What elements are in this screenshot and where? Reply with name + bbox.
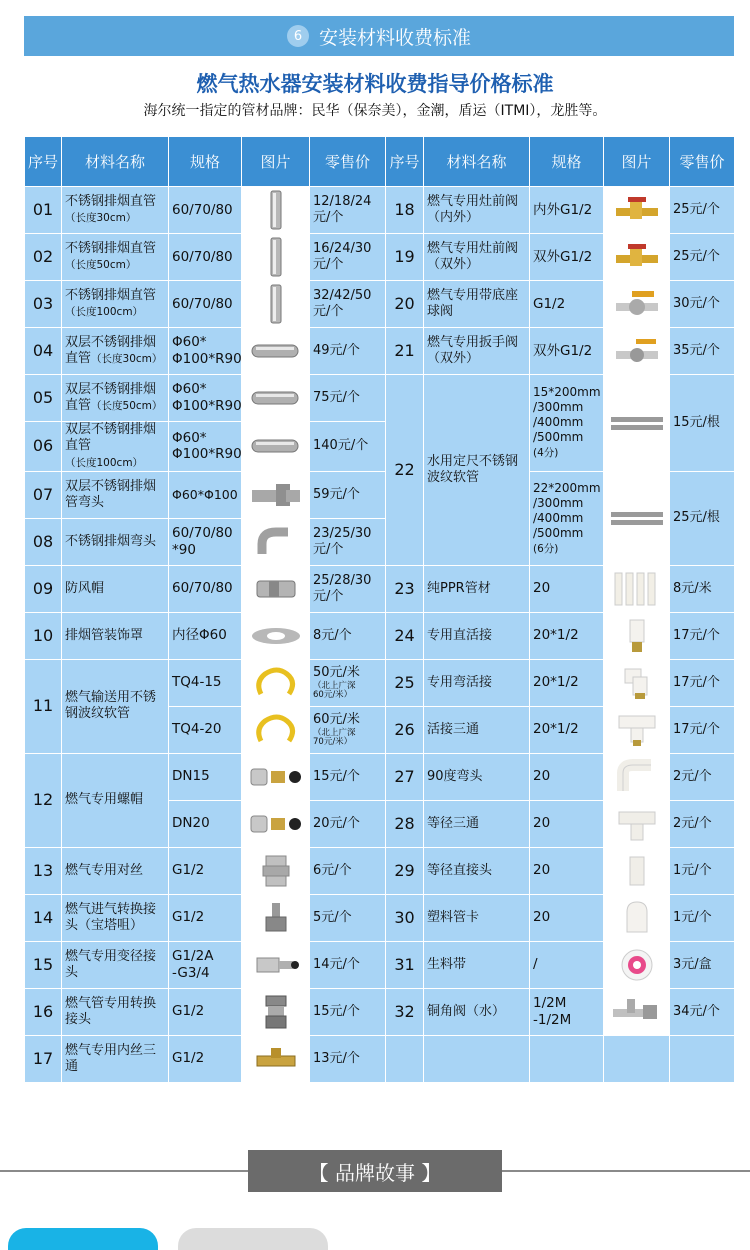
item-no: 20 (386, 281, 424, 328)
item-no: 26 (386, 706, 424, 753)
gas-hose-icon (242, 706, 310, 753)
item-price: 3元/盒 (670, 941, 735, 988)
item-price: 1元/个 (670, 847, 735, 894)
corrugated-hose-icon (604, 375, 670, 472)
item-name: 燃气专用变径接头 (62, 941, 169, 988)
header-no: 序号 (386, 137, 424, 187)
item-spec: 20 (530, 894, 604, 941)
item-price: 15元/根 (670, 375, 735, 472)
item-name: 水用定尺不锈钢波纹软管 (424, 375, 530, 566)
item-spec: Φ60* Φ100*R90 (169, 422, 242, 472)
empty-cell (530, 1035, 604, 1082)
union-tee-icon (604, 706, 670, 753)
item-spec: G1/2 (530, 281, 604, 328)
item-no: 10 (25, 612, 62, 659)
corrugated-hose-icon (604, 471, 670, 565)
table-row (25, 847, 735, 894)
header-spec: 规格 (530, 137, 604, 187)
steel-pipe-icon (242, 234, 310, 281)
item-no: 32 (386, 988, 424, 1035)
table-row (25, 941, 735, 988)
item-no: 06 (25, 422, 62, 472)
double-pipe-icon (242, 328, 310, 375)
item-spec: Φ60* Φ100*R90 (169, 328, 242, 375)
table-row (25, 988, 735, 1035)
item-price: 8元/米 (670, 565, 735, 612)
nut-set-icon (242, 800, 310, 847)
item-no: 15 (25, 941, 62, 988)
brand-note: 海尔统一指定的管材品牌：民华（保奈美），金潮，盾运（ITMI），龙胜等。 (143, 103, 607, 119)
empty-cell (386, 1035, 424, 1082)
item-no: 16 (25, 988, 62, 1035)
double-pipe-icon (242, 422, 310, 472)
hose-barb-icon (242, 894, 310, 941)
item-name: 防风帽 (62, 565, 169, 612)
table-header-row (25, 137, 735, 187)
item-price: 25元/个 (670, 187, 735, 234)
ball-valve-icon (604, 281, 670, 328)
item-name: 专用直活接 (424, 612, 530, 659)
item-spec: 20 (530, 753, 604, 800)
item-price: 16/24/30元/个 (310, 234, 386, 281)
item-price: 8元/个 (310, 612, 386, 659)
item-spec: Φ60*Φ100 (169, 471, 242, 518)
item-price: 30元/个 (670, 281, 735, 328)
item-price: 1元/个 (670, 894, 735, 941)
item-no: 31 (386, 941, 424, 988)
item-no: 25 (386, 659, 424, 706)
steel-pipe-icon (242, 281, 310, 328)
item-name: 纯PPR管材 (424, 565, 530, 612)
item-no: 07 (25, 471, 62, 518)
item-no: 14 (25, 894, 62, 941)
item-spec: 双外G1/2 (530, 328, 604, 375)
item-price: 25/28/30元/个 (310, 565, 386, 612)
empty-cell (424, 1035, 530, 1082)
item-name: 塑料管卡 (424, 894, 530, 941)
table-row (25, 1035, 735, 1082)
item-price: 12/18/24元/个 (310, 187, 386, 234)
item-price: 6元/个 (310, 847, 386, 894)
item-name: 燃气专用内丝三通 (62, 1035, 169, 1082)
item-spec: 60/70/80 (169, 281, 242, 328)
item-spec: G1/2 (169, 894, 242, 941)
item-no: 03 (25, 281, 62, 328)
item-name: 燃气专用螺帽 (62, 753, 169, 847)
steel-pipe-icon (242, 187, 310, 234)
item-no: 05 (25, 375, 62, 422)
item-price: 17元/个 (670, 612, 735, 659)
price-table (24, 136, 735, 1083)
item-name: 专用弯活接 (424, 659, 530, 706)
table-row (25, 894, 735, 941)
item-name: 燃气进气转换接头（宝塔咀） (62, 894, 169, 941)
item-price: 60元/米 （北上广深 70元/米） (310, 706, 386, 753)
item-name: 双层不锈钢排烟直管（长度30cm） (62, 328, 169, 375)
item-name: 排烟管装饰罩 (62, 612, 169, 659)
item-no: 29 (386, 847, 424, 894)
item-spec: 20 (530, 847, 604, 894)
item-spec: G1/2A -G3/4 (169, 941, 242, 988)
header-no: 序号 (25, 137, 62, 187)
header-price: 零售价 (310, 137, 386, 187)
item-price: 49元/个 (310, 328, 386, 375)
item-price: 15元/个 (310, 988, 386, 1035)
brass-tee-icon (242, 1035, 310, 1082)
table-row (25, 659, 735, 706)
item-spec: 20*1/2 (530, 612, 604, 659)
item-spec: G1/2 (169, 847, 242, 894)
straight-union-icon (604, 612, 670, 659)
item-spec: G1/2 (169, 988, 242, 1035)
double-pipe-icon (242, 375, 310, 422)
item-name: 不锈钢排烟弯头 (62, 518, 169, 565)
item-spec: 内径Φ60 (169, 612, 242, 659)
item-name: 铜角阀（水） (424, 988, 530, 1035)
item-name: 90度弯头 (424, 753, 530, 800)
item-spec: TQ4-20 (169, 706, 242, 753)
item-name: 双层不锈钢排烟直管（长度100cm） (62, 422, 169, 472)
item-no: 22 (386, 375, 424, 566)
item-spec: 60/70/80 (169, 187, 242, 234)
item-price: 5元/个 (310, 894, 386, 941)
item-price: 140元/个 (310, 422, 386, 472)
item-spec: 1/2M -1/2M (530, 988, 604, 1035)
item-name: 燃气专用带底座球阀 (424, 281, 530, 328)
item-name: 燃气管专用转换接头 (62, 988, 169, 1035)
item-price: 20元/个 (310, 800, 386, 847)
item-name: 活接三通 (424, 706, 530, 753)
tee-fitting-icon (604, 800, 670, 847)
item-spec: Φ60* Φ100*R90 (169, 375, 242, 422)
elbow-union-icon (604, 659, 670, 706)
elbow-icon (242, 518, 310, 565)
item-spec: 20 (530, 800, 604, 847)
item-no: 28 (386, 800, 424, 847)
item-name: 不锈钢排烟直管 （长度100cm） (62, 281, 169, 328)
header-price: 零售价 (670, 137, 735, 187)
item-no: 17 (25, 1035, 62, 1082)
item-spec: DN15 (169, 753, 242, 800)
item-spec: 60/70/80 *90 (169, 518, 242, 565)
item-price: 17元/个 (670, 659, 735, 706)
item-no: 30 (386, 894, 424, 941)
item-price: 34元/个 (670, 988, 735, 1035)
item-price: 50元/米 （北上广深 60元/米） (310, 659, 386, 706)
angle-valve-icon (604, 988, 670, 1035)
item-name: 不锈钢排烟直管 （长度30cm） (62, 187, 169, 234)
empty-cell (670, 1035, 735, 1082)
ppr-pipe-icon (604, 565, 670, 612)
item-price: 14元/个 (310, 941, 386, 988)
item-no: 21 (386, 328, 424, 375)
header-spec: 规格 (169, 137, 242, 187)
table-row (25, 234, 735, 281)
adapter-icon (242, 988, 310, 1035)
item-no: 04 (25, 328, 62, 375)
elbow-pipe-icon (242, 471, 310, 518)
header-name: 材料名称 (424, 137, 530, 187)
item-no: 09 (25, 565, 62, 612)
gas-hose-icon (242, 659, 310, 706)
item-name: 燃气专用灶前阀（内外） (424, 187, 530, 234)
brass-valve-icon (604, 187, 670, 234)
item-no: 01 (25, 187, 62, 234)
item-no: 19 (386, 234, 424, 281)
item-price: 2元/个 (670, 800, 735, 847)
brand-story-heading: 【 品牌故事 】 (248, 1150, 502, 1192)
cover-ring-icon (242, 612, 310, 659)
item-price: 75元/个 (310, 375, 386, 422)
item-no: 02 (25, 234, 62, 281)
story-tab-right[interactable] (178, 1228, 328, 1250)
table-row (25, 281, 735, 328)
table-row (25, 612, 735, 659)
item-no: 18 (386, 187, 424, 234)
item-price: 25元/根 (670, 471, 735, 565)
elbow-fitting-icon (604, 753, 670, 800)
item-no: 11 (25, 659, 62, 753)
wind-cap-icon (242, 565, 310, 612)
item-no: 08 (25, 518, 62, 565)
empty-cell (604, 1035, 670, 1082)
table-row (25, 565, 735, 612)
item-spec: TQ4-15 (169, 659, 242, 706)
item-spec: 20 (530, 565, 604, 612)
table-row (25, 328, 735, 375)
coupling-icon (604, 847, 670, 894)
item-spec: / (530, 941, 604, 988)
item-spec: 20*1/2 (530, 659, 604, 706)
item-name: 燃气专用对丝 (62, 847, 169, 894)
hex-nipple-icon (242, 847, 310, 894)
item-spec: 60/70/80 (169, 565, 242, 612)
section-banner (24, 16, 734, 56)
item-price: 35元/个 (670, 328, 735, 375)
item-spec: 60/70/80 (169, 234, 242, 281)
item-price: 23/25/30元/个 (310, 518, 386, 565)
item-price: 59元/个 (310, 471, 386, 518)
item-name: 生料带 (424, 941, 530, 988)
item-name: 等径三通 (424, 800, 530, 847)
ptfe-tape-icon (604, 941, 670, 988)
header-name: 材料名称 (62, 137, 169, 187)
item-price: 15元/个 (310, 753, 386, 800)
table-row (25, 375, 735, 422)
table-row (25, 187, 735, 234)
item-spec: 20*1/2 (530, 706, 604, 753)
item-spec: 15*200mm /300mm /400mm /500mm (4分) (530, 375, 604, 472)
item-price: 2元/个 (670, 753, 735, 800)
item-spec: 22*200mm /300mm /400mm /500mm (6分) (530, 471, 604, 565)
page-title: 燃气热水器安装材料收费指导价格标准 (196, 72, 554, 96)
item-no: 12 (25, 753, 62, 847)
item-spec: DN20 (169, 800, 242, 847)
wrench-valve-icon (604, 328, 670, 375)
table-row (25, 471, 735, 518)
item-name: 等径直接头 (424, 847, 530, 894)
item-name: 双层不锈钢排烟管弯头 (62, 471, 169, 518)
item-price: 25元/个 (670, 234, 735, 281)
item-spec: G1/2 (169, 1035, 242, 1082)
item-no: 23 (386, 565, 424, 612)
item-spec: 双外G1/2 (530, 234, 604, 281)
pipe-clip-icon (604, 894, 670, 941)
item-price: 17元/个 (670, 706, 735, 753)
item-no: 13 (25, 847, 62, 894)
item-name: 燃气输送用不锈钢波纹软管 (62, 659, 169, 753)
brass-valve-icon (604, 234, 670, 281)
header-image: 图片 (604, 137, 670, 187)
item-no: 24 (386, 612, 424, 659)
section-number-badge: 6 (287, 25, 309, 47)
item-spec: 内外G1/2 (530, 187, 604, 234)
story-tab-left[interactable] (8, 1228, 158, 1250)
item-name: 燃气专用扳手阀（双外） (424, 328, 530, 375)
item-name: 双层不锈钢排烟直管（长度50cm） (62, 375, 169, 422)
item-price: 32/42/50元/个 (310, 281, 386, 328)
nut-set-icon (242, 753, 310, 800)
section-title: 安装材料收费标准 (318, 26, 471, 49)
item-price: 13元/个 (310, 1035, 386, 1082)
item-name: 不锈钢排烟直管 （长度50cm） (62, 234, 169, 281)
header-image: 图片 (242, 137, 310, 187)
item-name: 燃气专用灶前阀（双外） (424, 234, 530, 281)
reducer-icon (242, 941, 310, 988)
item-no: 27 (386, 753, 424, 800)
table-row (25, 753, 735, 800)
